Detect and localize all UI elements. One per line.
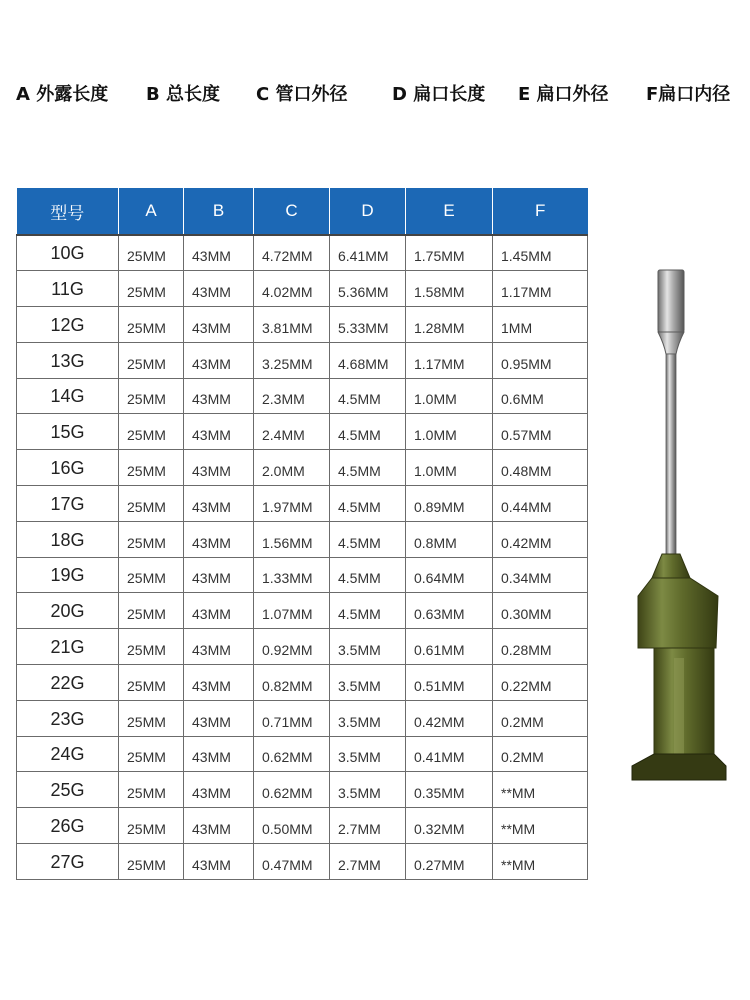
cell-c: 2.3MM: [254, 378, 330, 414]
table-row: [17, 557, 588, 593]
cell-c: 3.25MM: [254, 342, 330, 378]
cell-d: 4.5MM: [330, 450, 406, 486]
cell-model: 18G: [17, 521, 119, 557]
cell-b: 43MM: [184, 772, 254, 808]
cell-b: 43MM: [184, 593, 254, 629]
cell-d: 3.5MM: [330, 665, 406, 701]
cell-d: 4.5MM: [330, 414, 406, 450]
cell-d: 4.68MM: [330, 342, 406, 378]
cell-f: 0.22MM: [493, 665, 588, 701]
cell-e: 0.51MM: [406, 665, 493, 701]
cell-d: 3.5MM: [330, 736, 406, 772]
cell-a: 25MM: [119, 521, 184, 557]
legend-item-d: D 扁口长度: [392, 84, 486, 105]
header-c: C: [254, 188, 330, 235]
legend-item-e: E 扁口外径: [518, 84, 609, 105]
cell-c: 0.47MM: [254, 844, 330, 880]
cell-model: 19G: [17, 557, 119, 593]
cell-model: 26G: [17, 808, 119, 844]
cell-b: 43MM: [184, 700, 254, 736]
cell-c: 0.62MM: [254, 736, 330, 772]
cell-model: 11G: [17, 271, 119, 307]
cell-e: 0.27MM: [406, 844, 493, 880]
cell-a: 25MM: [119, 808, 184, 844]
cell-d: 4.5MM: [330, 486, 406, 522]
cell-a: 25MM: [119, 844, 184, 880]
cell-a: 25MM: [119, 593, 184, 629]
table-row: [17, 450, 588, 486]
cell-a: 25MM: [119, 629, 184, 665]
cell-e: 0.41MM: [406, 736, 493, 772]
cell-d: 4.5MM: [330, 593, 406, 629]
cell-d: 3.5MM: [330, 772, 406, 808]
cell-model: 22G: [17, 665, 119, 701]
cell-a: 25MM: [119, 307, 184, 343]
cell-c: 3.81MM: [254, 307, 330, 343]
cell-b: 43MM: [184, 271, 254, 307]
table-row: [17, 271, 588, 307]
cell-c: 1.56MM: [254, 521, 330, 557]
cell-model: 13G: [17, 342, 119, 378]
header-f: F: [493, 188, 588, 235]
cell-model: 25G: [17, 772, 119, 808]
cell-d: 3.5MM: [330, 700, 406, 736]
table-row: [17, 521, 588, 557]
cell-c: 2.0MM: [254, 450, 330, 486]
cell-model: 16G: [17, 450, 119, 486]
cell-a: 25MM: [119, 736, 184, 772]
dimension-legend: [0, 80, 750, 110]
table-row: [17, 844, 588, 880]
cell-c: 4.02MM: [254, 271, 330, 307]
table-row: [17, 342, 588, 378]
cell-a: 25MM: [119, 700, 184, 736]
header-a: A: [119, 188, 184, 235]
table-row: [17, 235, 588, 271]
table-row: [17, 700, 588, 736]
cell-c: 1.33MM: [254, 557, 330, 593]
cell-a: 25MM: [119, 235, 184, 271]
cell-f: **MM: [493, 772, 588, 808]
cell-d: 4.5MM: [330, 557, 406, 593]
cell-c: 0.92MM: [254, 629, 330, 665]
cell-b: 43MM: [184, 342, 254, 378]
cell-d: 2.7MM: [330, 808, 406, 844]
cell-e: 0.35MM: [406, 772, 493, 808]
cell-a: 25MM: [119, 378, 184, 414]
cell-e: 1.0MM: [406, 378, 493, 414]
header-d: D: [330, 188, 406, 235]
table-row: [17, 629, 588, 665]
cell-model: 12G: [17, 307, 119, 343]
cell-c: 0.71MM: [254, 700, 330, 736]
header-model: 型号: [17, 188, 119, 235]
cell-d: 4.5MM: [330, 521, 406, 557]
cell-d: 5.36MM: [330, 271, 406, 307]
cell-b: 43MM: [184, 414, 254, 450]
table-row: [17, 378, 588, 414]
cell-e: 1.75MM: [406, 235, 493, 271]
dispensing-needle-icon: [628, 268, 728, 788]
cell-c: 1.97MM: [254, 486, 330, 522]
cell-e: 0.89MM: [406, 486, 493, 522]
table-row: [17, 593, 588, 629]
cell-a: 25MM: [119, 342, 184, 378]
cell-f: 0.44MM: [493, 486, 588, 522]
header-b: B: [184, 188, 254, 235]
cell-a: 25MM: [119, 271, 184, 307]
cell-f: 0.2MM: [493, 736, 588, 772]
cell-c: 0.62MM: [254, 772, 330, 808]
cell-c: 0.50MM: [254, 808, 330, 844]
table-row: [17, 665, 588, 701]
legend-item-f: F扁口内径: [646, 84, 731, 105]
cell-d: 2.7MM: [330, 844, 406, 880]
legend-item-c: C 管口外径: [256, 84, 348, 105]
cell-d: 4.5MM: [330, 378, 406, 414]
cell-f: 0.42MM: [493, 521, 588, 557]
cell-b: 43MM: [184, 844, 254, 880]
table-row: [17, 772, 588, 808]
cell-c: 2.4MM: [254, 414, 330, 450]
cell-b: 43MM: [184, 629, 254, 665]
cell-model: 10G: [17, 235, 119, 271]
cell-b: 43MM: [184, 665, 254, 701]
table-row: [17, 307, 588, 343]
cell-a: 25MM: [119, 557, 184, 593]
cell-f: 0.30MM: [493, 593, 588, 629]
cell-c: 1.07MM: [254, 593, 330, 629]
cell-e: 0.61MM: [406, 629, 493, 665]
cell-a: 25MM: [119, 414, 184, 450]
cell-f: 0.6MM: [493, 378, 588, 414]
cell-e: 0.64MM: [406, 557, 493, 593]
header-e: E: [406, 188, 493, 235]
cell-model: 20G: [17, 593, 119, 629]
cell-f: 0.28MM: [493, 629, 588, 665]
cell-model: 21G: [17, 629, 119, 665]
table-row: [17, 486, 588, 522]
cell-a: 25MM: [119, 450, 184, 486]
cell-b: 43MM: [184, 808, 254, 844]
cell-c: 4.72MM: [254, 235, 330, 271]
cell-a: 25MM: [119, 486, 184, 522]
table-row: [17, 414, 588, 450]
cell-b: 43MM: [184, 235, 254, 271]
cell-f: **MM: [493, 808, 588, 844]
cell-f: 0.34MM: [493, 557, 588, 593]
table-header-row: [17, 188, 588, 235]
table-row: [17, 736, 588, 772]
legend-item-a: A 外露长度: [16, 84, 109, 105]
cell-model: 23G: [17, 700, 119, 736]
cell-b: 43MM: [184, 736, 254, 772]
cell-model: 27G: [17, 844, 119, 880]
cell-f: **MM: [493, 844, 588, 880]
cell-f: 1.45MM: [493, 235, 588, 271]
legend-item-b: B 总长度: [146, 84, 220, 105]
cell-model: 15G: [17, 414, 119, 450]
cell-d: 3.5MM: [330, 629, 406, 665]
cell-e: 0.42MM: [406, 700, 493, 736]
cell-f: 0.2MM: [493, 700, 588, 736]
spec-table: [16, 188, 588, 880]
cell-e: 0.32MM: [406, 808, 493, 844]
table-row: [17, 808, 588, 844]
cell-e: 1.0MM: [406, 450, 493, 486]
cell-f: 0.57MM: [493, 414, 588, 450]
cell-f: 0.48MM: [493, 450, 588, 486]
cell-e: 1.28MM: [406, 307, 493, 343]
cell-a: 25MM: [119, 665, 184, 701]
cell-b: 43MM: [184, 378, 254, 414]
cell-model: 24G: [17, 736, 119, 772]
cell-b: 43MM: [184, 521, 254, 557]
cell-b: 43MM: [184, 557, 254, 593]
cell-b: 43MM: [184, 307, 254, 343]
cell-c: 0.82MM: [254, 665, 330, 701]
cell-model: 17G: [17, 486, 119, 522]
cell-f: 1MM: [493, 307, 588, 343]
cell-b: 43MM: [184, 486, 254, 522]
cell-e: 0.8MM: [406, 521, 493, 557]
cell-e: 1.58MM: [406, 271, 493, 307]
cell-e: 1.17MM: [406, 342, 493, 378]
cell-f: 0.95MM: [493, 342, 588, 378]
cell-f: 1.17MM: [493, 271, 588, 307]
cell-e: 0.63MM: [406, 593, 493, 629]
cell-model: 14G: [17, 378, 119, 414]
cell-b: 43MM: [184, 450, 254, 486]
cell-d: 5.33MM: [330, 307, 406, 343]
cell-e: 1.0MM: [406, 414, 493, 450]
cell-a: 25MM: [119, 772, 184, 808]
cell-d: 6.41MM: [330, 235, 406, 271]
